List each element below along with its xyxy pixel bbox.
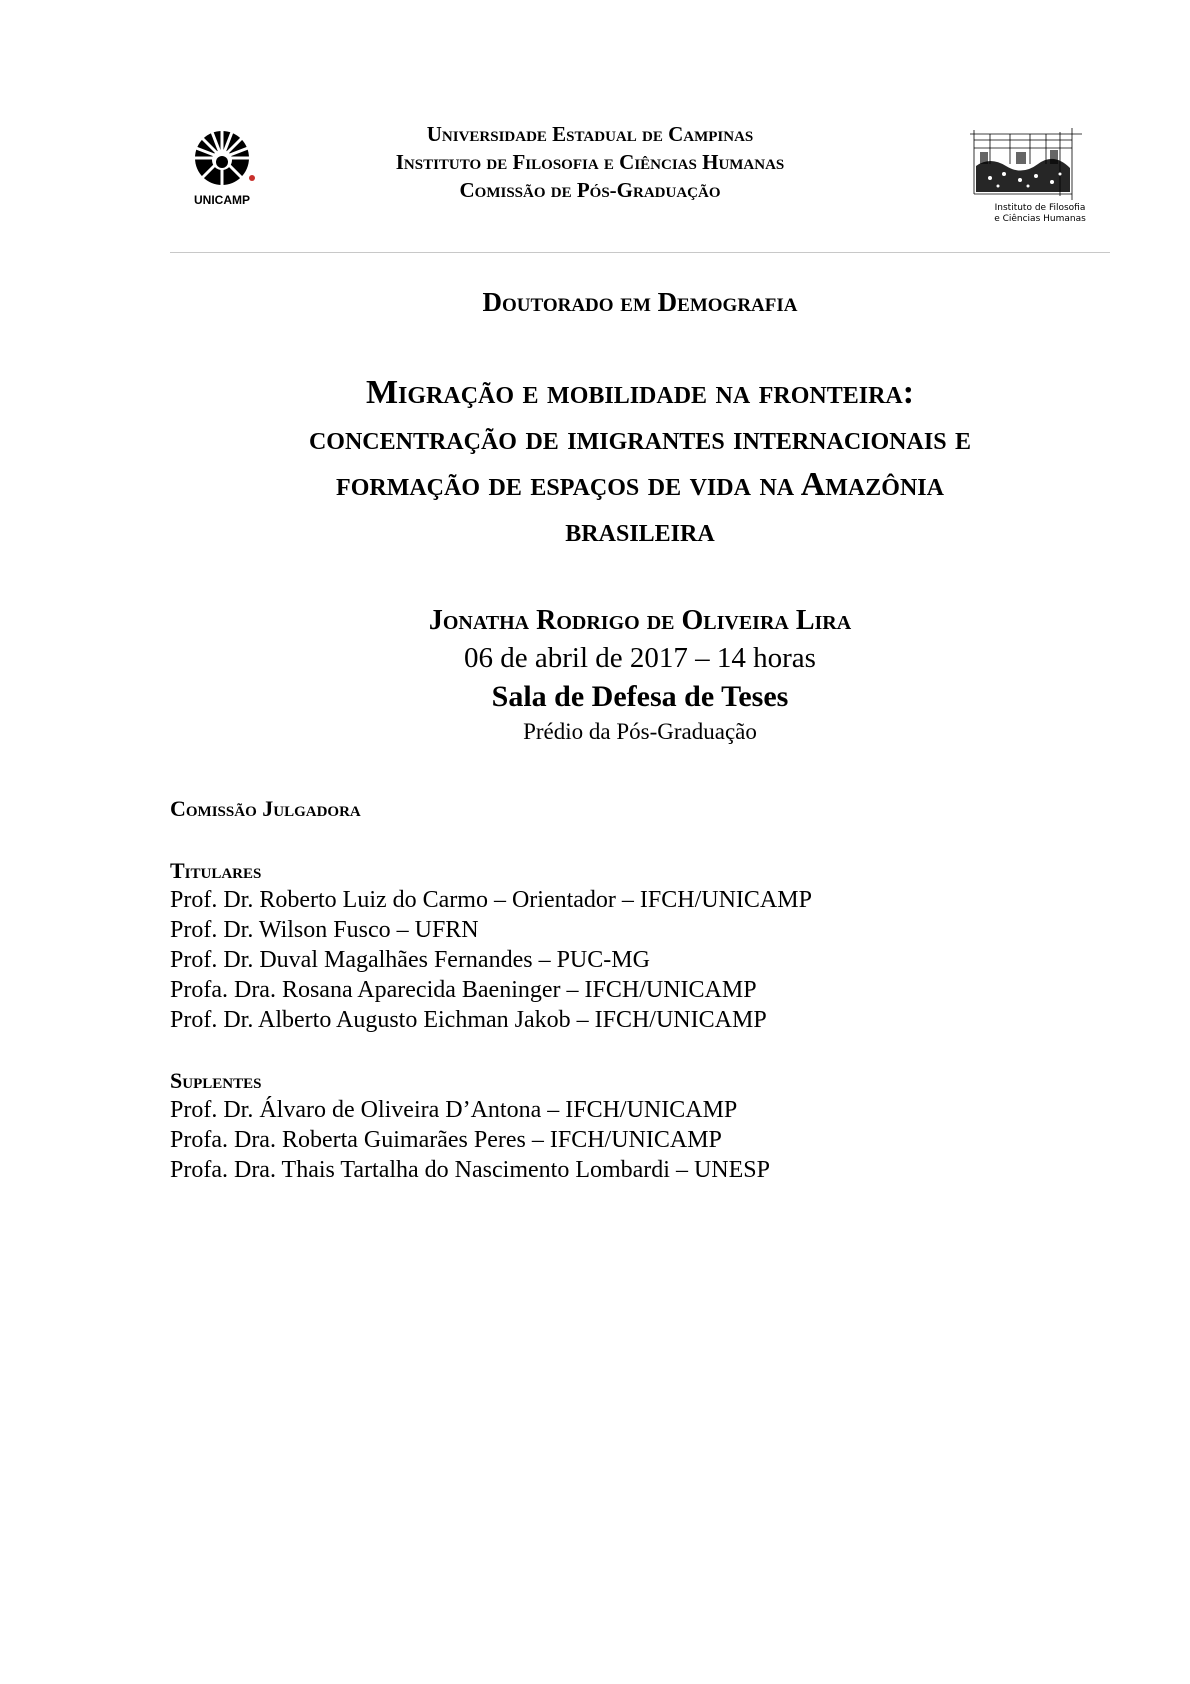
author-name: Jonatha Rodrigo de Oliveira Lira	[428, 605, 852, 636]
commission-name: Comissão de Pós-Graduação	[459, 178, 721, 202]
titulares-heading: Titulares	[170, 858, 262, 883]
defense-building: Prédio da Pós-Graduação	[523, 719, 757, 744]
thesis-title-line: Migração e mobilidade na fronteira:	[365, 374, 915, 411]
defense-date: 06 de abril de 2017 – 14 horas	[464, 642, 816, 674]
unicamp-logo-icon	[180, 118, 270, 210]
thesis-title-line: formação de espaços de vida na Amazônia	[336, 466, 944, 503]
unicamp-logo	[180, 118, 270, 210]
institute-name: Instituto de Filosofia e Ciências Humanas	[395, 150, 785, 174]
thesis-title-line: brasileira	[565, 512, 715, 549]
committee-member: Prof. Dr. Duval Magalhães Fernandes – PUC-MG	[170, 947, 650, 973]
program-name: Doutorado em Demografia	[482, 287, 798, 317]
suplentes-list	[170, 1095, 770, 1185]
svg-text:Instituto de Filosofia: Instituto de Filosofia	[994, 203, 1086, 213]
committee-member: Prof. Dr. Álvaro de Oliveira D’Antona – IFCH/UNICAMP	[170, 1097, 738, 1123]
committee-heading: Comissão Julgadora	[170, 796, 361, 821]
committee-member: Prof. Dr. Wilson Fusco – UFRN	[170, 917, 479, 943]
thesis-title-line: concentração de imigrantes internacionais e	[308, 420, 972, 457]
svg-text:UNICAMP: UNICAMP	[194, 193, 250, 207]
committee-member: Profa. Dra. Roberta Guimarães Peres – IFCH/UNICAMP	[170, 1127, 722, 1153]
suplentes-heading: Suplentes	[170, 1068, 262, 1093]
suplentes-section	[170, 1067, 770, 1185]
committee-member: Prof. Dr. Alberto Augusto Eichman Jakob – IFCH/UNICAMP	[170, 1007, 767, 1033]
institution-header	[300, 120, 880, 204]
ifch-building-sketch-icon	[960, 122, 1090, 227]
defense-room: Sala de Defesa de Teses	[491, 680, 789, 713]
ifch-logo	[960, 122, 1090, 227]
university-name: Universidade Estadual de Campinas	[426, 122, 754, 146]
committee-member: Prof. Dr. Roberto Luiz do Carmo – Orientador – IFCH/UNICAMP	[170, 887, 812, 913]
svg-text:e Ciências Humanas: e Ciências Humanas	[994, 214, 1086, 224]
titulares-list	[170, 885, 812, 1035]
titulares-section	[170, 857, 812, 1035]
committee-member: Profa. Dra. Rosana Aparecida Baeninger – IFCH/UNICAMP	[170, 977, 757, 1003]
committee-member: Profa. Dra. Thais Tartalha do Nascimento Lombardi – UNESP	[170, 1157, 770, 1183]
header-divider	[170, 252, 1110, 253]
thesis-title	[170, 370, 1110, 554]
